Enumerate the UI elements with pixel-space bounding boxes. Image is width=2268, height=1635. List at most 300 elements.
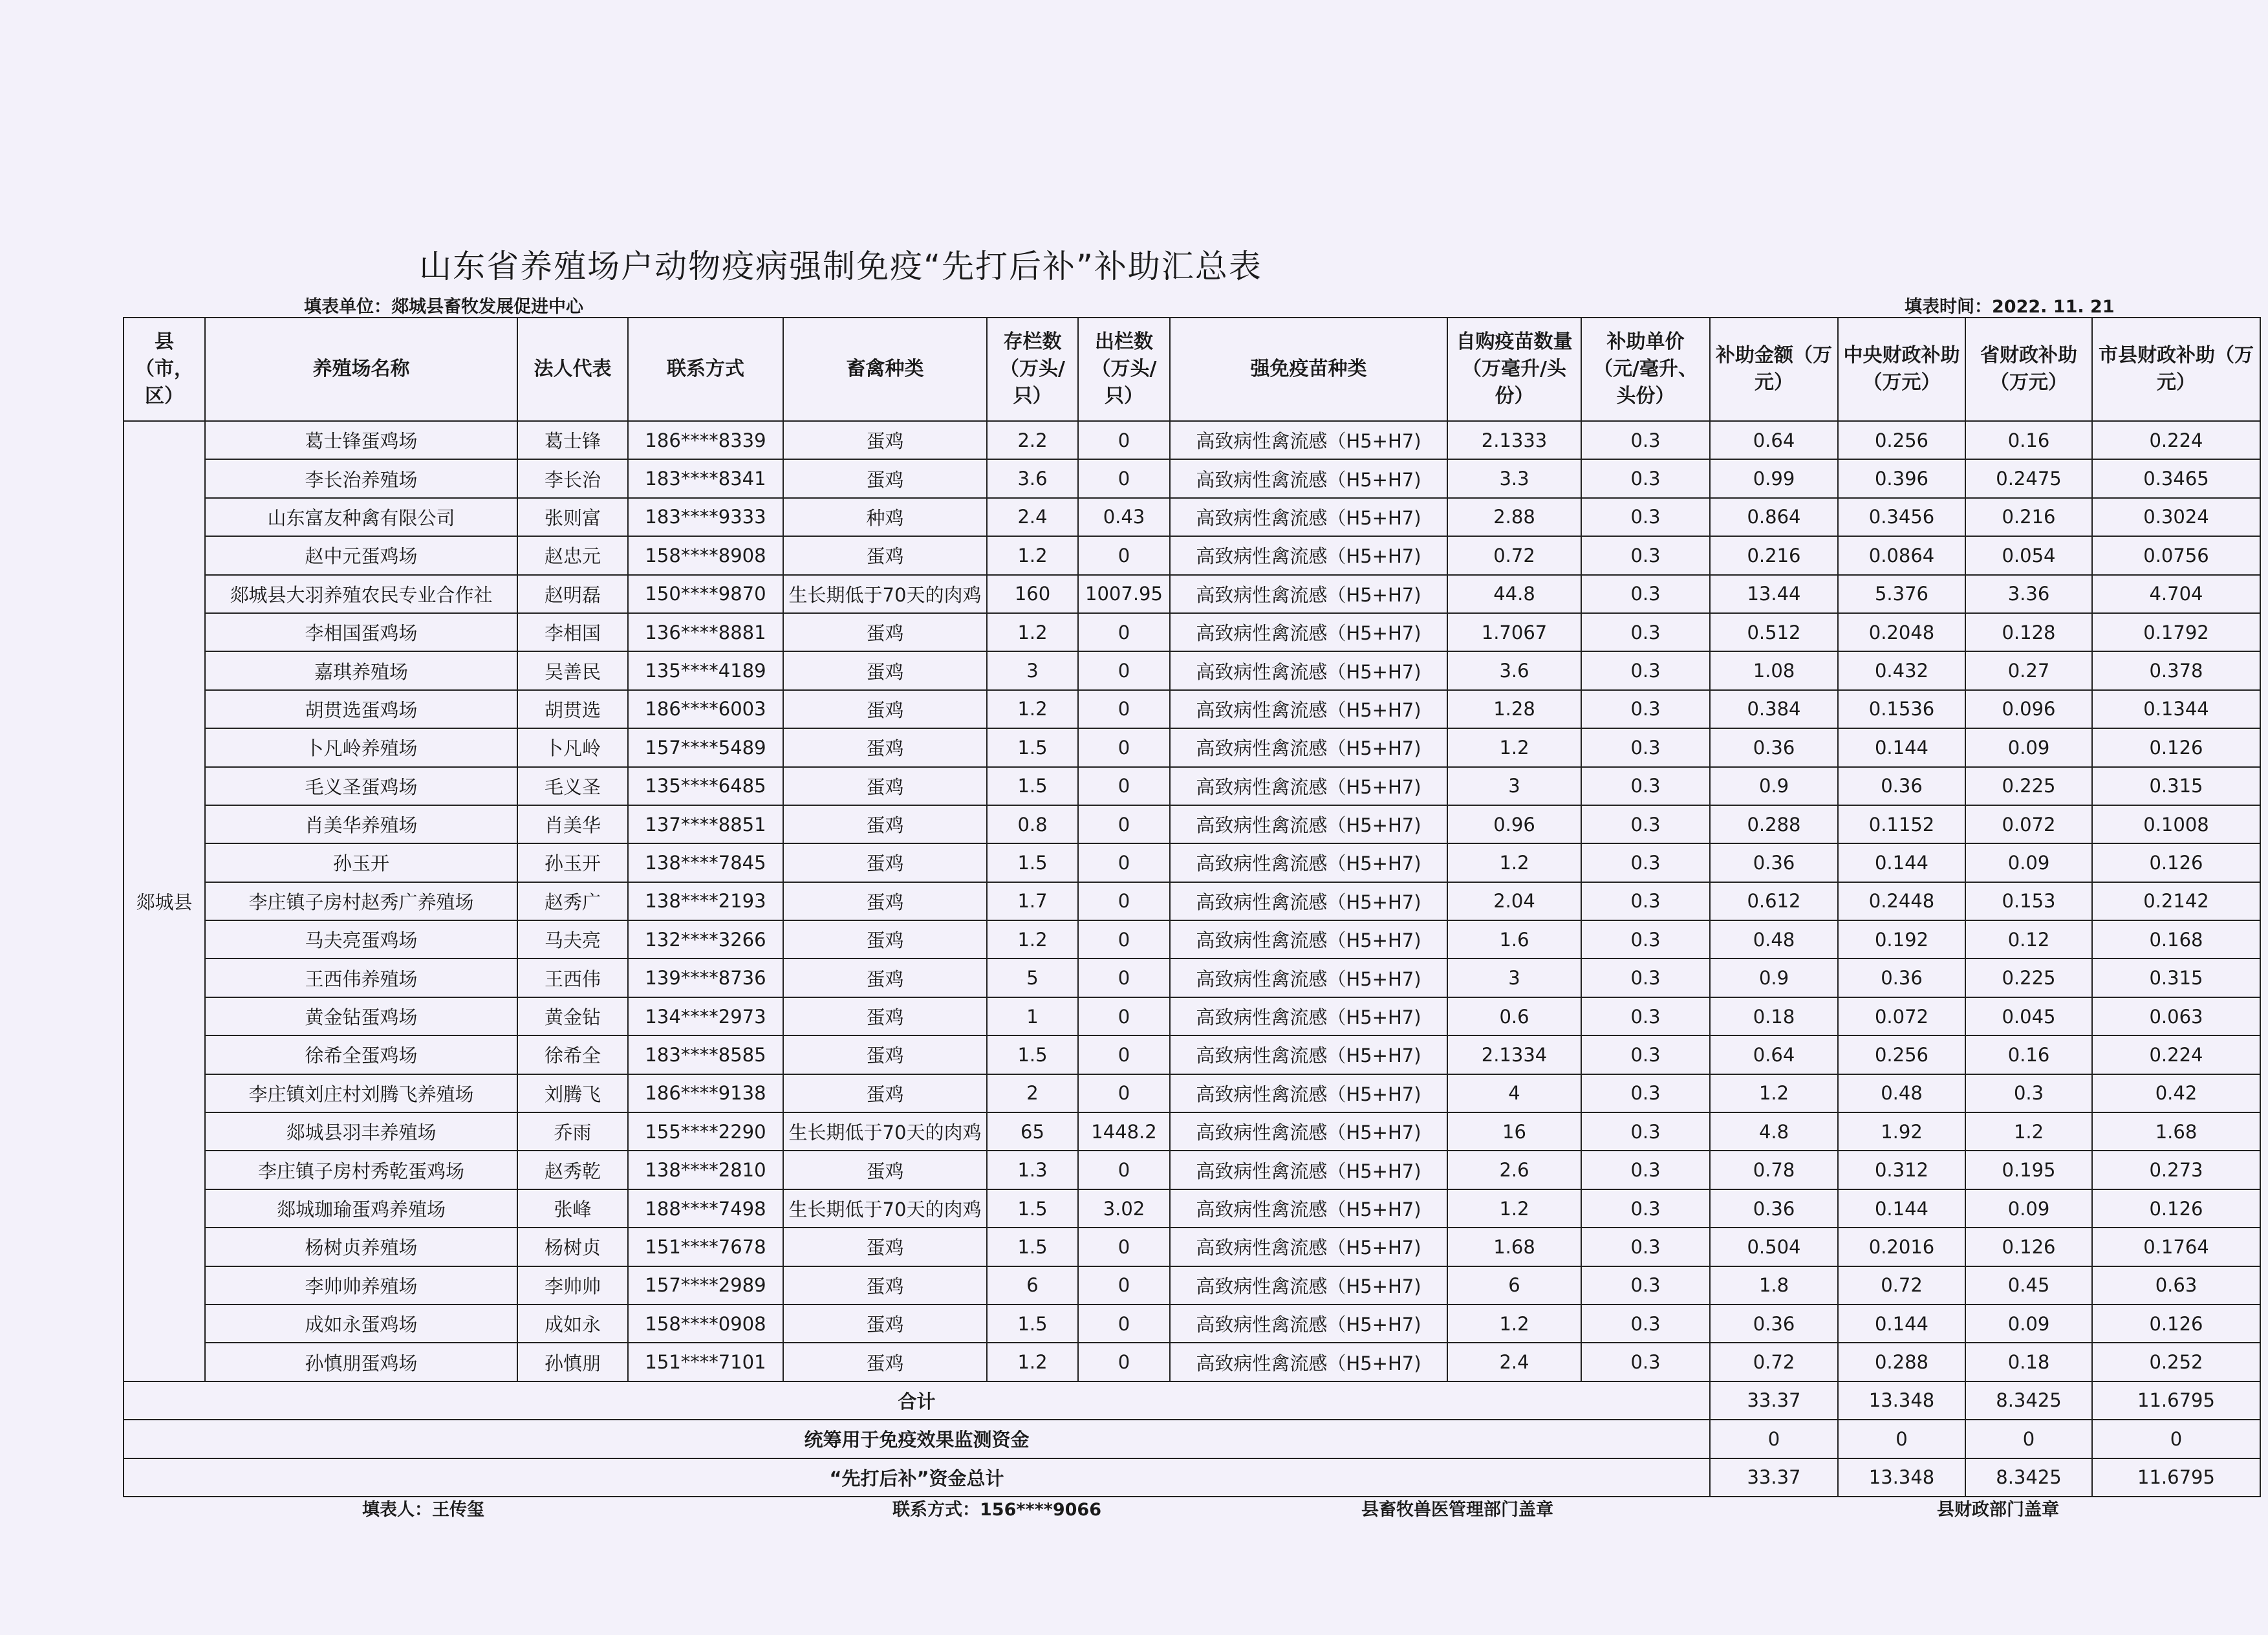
- stock-cell: 1.2: [987, 1343, 1078, 1381]
- city-county-subsidy-cell: 0.3465: [2092, 459, 2260, 497]
- vaccine-type-cell: 高致病性禽流感（H5+H7): [1170, 1035, 1447, 1074]
- output-cell: 3.02: [1078, 1189, 1170, 1228]
- central-subsidy-cell: 5.376: [1838, 575, 1965, 613]
- header-provincial-subsidy: 省财政补助（万元）: [1965, 318, 2092, 421]
- output-cell: 0: [1078, 920, 1170, 958]
- contact-cell: 135****4189: [628, 651, 783, 689]
- farm-name-cell: 成如永蛋鸡场: [205, 1305, 517, 1343]
- unit-price-cell: 0.3: [1581, 805, 1710, 843]
- vaccine-qty-cell: 2.1334: [1447, 1035, 1581, 1074]
- central-subsidy-cell: 0.144: [1838, 728, 1965, 766]
- farm-name-cell: 郯城县大羽养殖农民专业合作社: [205, 575, 517, 613]
- subsidy-amount-cell: 0.64: [1710, 421, 1838, 459]
- legal-rep-cell: 孙玉开: [517, 843, 628, 882]
- legal-rep-cell: 孙慎朋: [517, 1343, 628, 1381]
- header-vaccine-type: 强免疫苗种类: [1170, 318, 1447, 421]
- central-subsidy-cell: 0.36: [1838, 958, 1965, 997]
- species-cell: 蛋鸡: [783, 613, 987, 651]
- header-county: 县（市，区）: [124, 318, 205, 421]
- output-cell: 0: [1078, 1151, 1170, 1189]
- city-county-subsidy-cell: 0.126: [2092, 728, 2260, 766]
- contact-cell: 135****6485: [628, 767, 783, 805]
- total-value-cell: 33.37: [1710, 1458, 1838, 1497]
- provincial-subsidy-cell: 0.09: [1965, 1305, 2092, 1343]
- provincial-subsidy-cell: 0.072: [1965, 805, 2092, 843]
- output-cell: 0: [1078, 459, 1170, 497]
- stock-cell: 1.2: [987, 536, 1078, 574]
- stock-cell: 2.2: [987, 421, 1078, 459]
- farm-name-cell: 卜凡岭养殖场: [205, 728, 517, 766]
- farm-name-cell: 王西伟养殖场: [205, 958, 517, 997]
- unit-price-cell: 0.3: [1581, 690, 1710, 728]
- farm-name-cell: 葛士锋蛋鸡场: [205, 421, 517, 459]
- species-cell: 生长期低于70天的肉鸡: [783, 575, 987, 613]
- table-row: [124, 958, 2260, 997]
- contact-cell: 186****9138: [628, 1074, 783, 1112]
- preparer-contact: 联系方式：156****9066: [892, 1500, 1101, 1520]
- subsidy-amount-cell: 0.48: [1710, 920, 1838, 958]
- provincial-subsidy-cell: 0.12: [1965, 920, 2092, 958]
- central-subsidy-cell: 0.36: [1838, 767, 1965, 805]
- vaccine-type-cell: 高致病性禽流感（H5+H7): [1170, 690, 1447, 728]
- legal-rep-cell: 吴善民: [517, 651, 628, 689]
- provincial-subsidy-cell: 1.2: [1965, 1112, 2092, 1151]
- vaccine-qty-cell: 3.6: [1447, 651, 1581, 689]
- table-row: [124, 1074, 2260, 1112]
- table-row: [124, 613, 2260, 651]
- stock-cell: 1.5: [987, 843, 1078, 882]
- vaccine-qty-cell: 44.8: [1447, 575, 1581, 613]
- table-row: [124, 997, 2260, 1035]
- output-cell: 0: [1078, 1228, 1170, 1266]
- farm-name-cell: 李庄镇刘庄村刘腾飞养殖场: [205, 1074, 517, 1112]
- subsidy-amount-cell: 0.9: [1710, 958, 1838, 997]
- subsidy-amount-cell: 0.99: [1710, 459, 1838, 497]
- city-county-subsidy-cell: 1.68: [2092, 1112, 2260, 1151]
- stock-cell: 3: [987, 651, 1078, 689]
- central-subsidy-cell: 0.192: [1838, 920, 1965, 958]
- subsidy-amount-cell: 0.504: [1710, 1228, 1838, 1266]
- farm-name-cell: 毛义圣蛋鸡场: [205, 767, 517, 805]
- subsidy-summary-table: [123, 317, 2261, 1497]
- city-county-subsidy-cell: 0.273: [2092, 1151, 2260, 1189]
- total-value-cell: 0: [1965, 1420, 2092, 1458]
- species-cell: 蛋鸡: [783, 690, 987, 728]
- vaccine-type-cell: 高致病性禽流感（H5+H7): [1170, 1151, 1447, 1189]
- city-county-subsidy-cell: 0.63: [2092, 1266, 2260, 1305]
- contact-cell: 188****7498: [628, 1189, 783, 1228]
- central-subsidy-cell: 0.2016: [1838, 1228, 1965, 1266]
- table-row: [124, 1189, 2260, 1228]
- species-cell: 蛋鸡: [783, 459, 987, 497]
- central-subsidy-cell: 0.2048: [1838, 613, 1965, 651]
- subsidy-amount-cell: 0.864: [1710, 498, 1838, 536]
- total-row: [124, 1458, 2260, 1497]
- table-row: [124, 575, 2260, 613]
- contact-cell: 157****2989: [628, 1266, 783, 1305]
- vaccine-type-cell: 高致病性禽流感（H5+H7): [1170, 459, 1447, 497]
- provincial-subsidy-cell: 3.36: [1965, 575, 2092, 613]
- provincial-subsidy-cell: 0.126: [1965, 1228, 2092, 1266]
- legal-rep-cell: 张峰: [517, 1189, 628, 1228]
- farm-name-cell: 黄金钻蛋鸡场: [205, 997, 517, 1035]
- total-value-cell: 8.3425: [1965, 1458, 2092, 1497]
- stock-cell: 1.5: [987, 1228, 1078, 1266]
- provincial-subsidy-cell: 0.3: [1965, 1074, 2092, 1112]
- central-subsidy-cell: 0.144: [1838, 1189, 1965, 1228]
- table-row: [124, 459, 2260, 497]
- vaccine-qty-cell: 2.4: [1447, 1343, 1581, 1381]
- output-cell: 0: [1078, 1343, 1170, 1381]
- table-row: [124, 690, 2260, 728]
- vaccine-type-cell: 高致病性禽流感（H5+H7): [1170, 997, 1447, 1035]
- city-county-subsidy-cell: 0.0756: [2092, 536, 2260, 574]
- stock-cell: 1.5: [987, 1189, 1078, 1228]
- provincial-subsidy-cell: 0.054: [1965, 536, 2092, 574]
- species-cell: 蛋鸡: [783, 1228, 987, 1266]
- table-row: [124, 421, 2260, 459]
- species-cell: 蛋鸡: [783, 651, 987, 689]
- subsidy-amount-cell: 0.36: [1710, 1305, 1838, 1343]
- unit-price-cell: 0.3: [1581, 459, 1710, 497]
- subsidy-amount-cell: 0.72: [1710, 1343, 1838, 1381]
- legal-rep-cell: 赵秀广: [517, 882, 628, 920]
- legal-rep-cell: 徐希全: [517, 1035, 628, 1074]
- city-county-subsidy-cell: 0.378: [2092, 651, 2260, 689]
- table-row: [124, 728, 2260, 766]
- species-cell: 蛋鸡: [783, 536, 987, 574]
- table-row: [124, 805, 2260, 843]
- contact-cell: 134****2973: [628, 997, 783, 1035]
- total-value-cell: 8.3425: [1965, 1381, 2092, 1420]
- header-vaccine-qty: 自购疫苗数量（万毫升/头份）: [1447, 318, 1581, 421]
- output-cell: 0: [1078, 613, 1170, 651]
- central-subsidy-cell: 0.432: [1838, 651, 1965, 689]
- total-value-cell: 13.348: [1838, 1458, 1965, 1497]
- contact-cell: 186****8339: [628, 421, 783, 459]
- vaccine-qty-cell: 1.2: [1447, 1189, 1581, 1228]
- vaccine-type-cell: 高致病性禽流感（H5+H7): [1170, 728, 1447, 766]
- farm-name-cell: 山东富友种禽有限公司: [205, 498, 517, 536]
- city-county-subsidy-cell: 0.315: [2092, 958, 2260, 997]
- city-county-subsidy-cell: 0.1792: [2092, 613, 2260, 651]
- vaccine-type-cell: 高致病性禽流感（H5+H7): [1170, 1112, 1447, 1151]
- farm-name-cell: 郯城县羽丰养殖场: [205, 1112, 517, 1151]
- central-subsidy-cell: 1.92: [1838, 1112, 1965, 1151]
- vaccine-type-cell: 高致病性禽流感（H5+H7): [1170, 651, 1447, 689]
- vaccine-type-cell: 高致病性禽流感（H5+H7): [1170, 575, 1447, 613]
- header-output: 出栏数（万头/只）: [1078, 318, 1170, 421]
- farm-name-cell: 徐希全蛋鸡场: [205, 1035, 517, 1074]
- subsidy-amount-cell: 0.384: [1710, 690, 1838, 728]
- legal-rep-cell: 李帅帅: [517, 1266, 628, 1305]
- legal-rep-cell: 乔雨: [517, 1112, 628, 1151]
- table-row: [124, 1305, 2260, 1343]
- output-cell: 0: [1078, 805, 1170, 843]
- contact-cell: 157****5489: [628, 728, 783, 766]
- legal-rep-cell: 赵秀乾: [517, 1151, 628, 1189]
- page-title: 山东省养殖场户动物疫病强制免疫“先打后补”补助汇总表: [419, 248, 1262, 285]
- species-cell: 蛋鸡: [783, 920, 987, 958]
- unit-price-cell: 0.3: [1581, 613, 1710, 651]
- header-stock: 存栏数（万头/只）: [987, 318, 1078, 421]
- output-cell: 1448.2: [1078, 1112, 1170, 1151]
- legal-rep-cell: 王西伟: [517, 958, 628, 997]
- output-cell: 0: [1078, 997, 1170, 1035]
- species-cell: 蛋鸡: [783, 1074, 987, 1112]
- total-label: 统筹用于免疫效果监测资金: [124, 1420, 1710, 1458]
- vaccine-type-cell: 高致病性禽流感（H5+H7): [1170, 920, 1447, 958]
- species-cell: 蛋鸡: [783, 421, 987, 459]
- stock-cell: 1: [987, 997, 1078, 1035]
- vaccine-qty-cell: 3: [1447, 958, 1581, 997]
- city-county-subsidy-cell: 0.1344: [2092, 690, 2260, 728]
- stock-cell: 2: [987, 1074, 1078, 1112]
- output-cell: 1007.95: [1078, 575, 1170, 613]
- vaccine-qty-cell: 1.6: [1447, 920, 1581, 958]
- preparer: 填表人：王传玺: [362, 1500, 484, 1520]
- vaccine-qty-cell: 2.1333: [1447, 421, 1581, 459]
- central-subsidy-cell: 0.72: [1838, 1266, 1965, 1305]
- table-row: [124, 767, 2260, 805]
- city-county-subsidy-cell: 0.1764: [2092, 1228, 2260, 1266]
- species-cell: 生长期低于70天的肉鸡: [783, 1189, 987, 1228]
- farm-name-cell: 嘉琪养殖场: [205, 651, 517, 689]
- species-cell: 蛋鸡: [783, 843, 987, 882]
- provincial-subsidy-cell: 0.216: [1965, 498, 2092, 536]
- contact-cell: 186****6003: [628, 690, 783, 728]
- total-row: [124, 1381, 2260, 1420]
- farm-name-cell: 李长治养殖场: [205, 459, 517, 497]
- city-county-subsidy-cell: 0.168: [2092, 920, 2260, 958]
- legal-rep-cell: 葛士锋: [517, 421, 628, 459]
- output-cell: 0: [1078, 421, 1170, 459]
- vaccine-type-cell: 高致病性禽流感（H5+H7): [1170, 498, 1447, 536]
- legal-rep-cell: 胡贯选: [517, 690, 628, 728]
- central-subsidy-cell: 0.312: [1838, 1151, 1965, 1189]
- vaccine-qty-cell: 1.2: [1447, 728, 1581, 766]
- species-cell: 蛋鸡: [783, 767, 987, 805]
- city-county-subsidy-cell: 0.2142: [2092, 882, 2260, 920]
- species-cell: 种鸡: [783, 498, 987, 536]
- species-cell: 蛋鸡: [783, 997, 987, 1035]
- legal-rep-cell: 黄金钻: [517, 997, 628, 1035]
- unit-price-cell: 0.3: [1581, 997, 1710, 1035]
- provincial-subsidy-cell: 0.2475: [1965, 459, 2092, 497]
- table-row: [124, 1228, 2260, 1266]
- subsidy-amount-cell: 0.36: [1710, 843, 1838, 882]
- vaccine-qty-cell: 2.88: [1447, 498, 1581, 536]
- unit-price-cell: 0.3: [1581, 1074, 1710, 1112]
- vaccine-qty-cell: 1.68: [1447, 1228, 1581, 1266]
- total-value-cell: 33.37: [1710, 1381, 1838, 1420]
- stock-cell: 2.4: [987, 498, 1078, 536]
- provincial-subsidy-cell: 0.45: [1965, 1266, 2092, 1305]
- contact-cell: 183****8341: [628, 459, 783, 497]
- table-row: [124, 1151, 2260, 1189]
- unit-price-cell: 0.3: [1581, 958, 1710, 997]
- provincial-subsidy-cell: 0.195: [1965, 1151, 2092, 1189]
- output-cell: 0: [1078, 843, 1170, 882]
- subsidy-amount-cell: 1.08: [1710, 651, 1838, 689]
- stock-cell: 1.5: [987, 767, 1078, 805]
- city-county-subsidy-cell: 0.224: [2092, 1035, 2260, 1074]
- provincial-subsidy-cell: 0.225: [1965, 767, 2092, 805]
- stock-cell: 1.2: [987, 690, 1078, 728]
- farm-name-cell: 李帅帅养殖场: [205, 1266, 517, 1305]
- vaccine-qty-cell: 0.96: [1447, 805, 1581, 843]
- vaccine-type-cell: 高致病性禽流感（H5+H7): [1170, 882, 1447, 920]
- vaccine-type-cell: 高致病性禽流感（H5+H7): [1170, 767, 1447, 805]
- subsidy-amount-cell: 0.78: [1710, 1151, 1838, 1189]
- header-city-county-subsidy: 市县财政补助（万元）: [2092, 318, 2260, 421]
- contact-cell: 155****2290: [628, 1112, 783, 1151]
- unit-price-cell: 0.3: [1581, 843, 1710, 882]
- stock-cell: 0.8: [987, 805, 1078, 843]
- legal-rep-cell: 马夫亮: [517, 920, 628, 958]
- contact-cell: 158****0908: [628, 1305, 783, 1343]
- vaccine-type-cell: 高致病性禽流感（H5+H7): [1170, 958, 1447, 997]
- city-county-subsidy-cell: 0.3024: [2092, 498, 2260, 536]
- output-cell: 0: [1078, 651, 1170, 689]
- output-cell: 0: [1078, 958, 1170, 997]
- unit-price-cell: 0.3: [1581, 728, 1710, 766]
- header-central-subsidy: 中央财政补助（万元）: [1838, 318, 1965, 421]
- city-county-subsidy-cell: 0.315: [2092, 767, 2260, 805]
- unit-price-cell: 0.3: [1581, 1266, 1710, 1305]
- contact-cell: 138****2810: [628, 1151, 783, 1189]
- provincial-subsidy-cell: 0.09: [1965, 1189, 2092, 1228]
- central-subsidy-cell: 0.1536: [1838, 690, 1965, 728]
- species-cell: 蛋鸡: [783, 1343, 987, 1381]
- filing-unit: 填表单位：郯城县畜牧发展促进中心: [304, 297, 583, 317]
- contact-cell: 138****2193: [628, 882, 783, 920]
- unit-price-cell: 0.3: [1581, 1189, 1710, 1228]
- unit-price-cell: 0.3: [1581, 651, 1710, 689]
- farm-name-cell: 李庄镇子房村赵秀广养殖场: [205, 882, 517, 920]
- city-county-subsidy-cell: 0.1008: [2092, 805, 2260, 843]
- total-value-cell: 11.6795: [2092, 1381, 2260, 1420]
- central-subsidy-cell: 0.072: [1838, 997, 1965, 1035]
- species-cell: 蛋鸡: [783, 728, 987, 766]
- species-cell: 蛋鸡: [783, 1305, 987, 1343]
- contact-cell: 151****7678: [628, 1228, 783, 1266]
- species-cell: 蛋鸡: [783, 1035, 987, 1074]
- farm-name-cell: 杨树贞养殖场: [205, 1228, 517, 1266]
- vaccine-type-cell: 高致病性禽流感（H5+H7): [1170, 421, 1447, 459]
- city-county-subsidy-cell: 0.224: [2092, 421, 2260, 459]
- stock-cell: 1.3: [987, 1151, 1078, 1189]
- table-row: [124, 536, 2260, 574]
- subsidy-amount-cell: 13.44: [1710, 575, 1838, 613]
- central-subsidy-cell: 0.288: [1838, 1343, 1965, 1381]
- provincial-subsidy-cell: 0.045: [1965, 997, 2092, 1035]
- provincial-subsidy-cell: 0.225: [1965, 958, 2092, 997]
- header-species: 畜禽种类: [783, 318, 987, 421]
- table-row: [124, 1266, 2260, 1305]
- vaccine-type-cell: 高致病性禽流感（H5+H7): [1170, 1189, 1447, 1228]
- header-legal-rep: 法人代表: [517, 318, 628, 421]
- legal-rep-cell: 张则富: [517, 498, 628, 536]
- provincial-subsidy-cell: 0.16: [1965, 1035, 2092, 1074]
- vaccine-type-cell: 高致病性禽流感（H5+H7): [1170, 1266, 1447, 1305]
- subsidy-amount-cell: 0.18: [1710, 997, 1838, 1035]
- header-unit-price: 补助单价（元/毫升、头份）: [1581, 318, 1710, 421]
- subsidy-amount-cell: 0.612: [1710, 882, 1838, 920]
- contact-cell: 183****8585: [628, 1035, 783, 1074]
- central-subsidy-cell: 0.48: [1838, 1074, 1965, 1112]
- subsidy-amount-cell: 0.216: [1710, 536, 1838, 574]
- city-county-subsidy-cell: 0.126: [2092, 1189, 2260, 1228]
- vaccine-qty-cell: 2.6: [1447, 1151, 1581, 1189]
- unit-price-cell: 0.3: [1581, 1035, 1710, 1074]
- livestock-dept-seal-label: 县畜牧兽医管理部门盖章: [1361, 1500, 1553, 1520]
- legal-rep-cell: 杨树贞: [517, 1228, 628, 1266]
- central-subsidy-cell: 0.1152: [1838, 805, 1965, 843]
- output-cell: 0: [1078, 1266, 1170, 1305]
- table-row: [124, 498, 2260, 536]
- unit-price-cell: 0.3: [1581, 920, 1710, 958]
- table-row: [124, 843, 2260, 882]
- vaccine-qty-cell: 3.3: [1447, 459, 1581, 497]
- table-row: [124, 1343, 2260, 1381]
- output-cell: 0: [1078, 882, 1170, 920]
- central-subsidy-cell: 0.2448: [1838, 882, 1965, 920]
- legal-rep-cell: 赵忠元: [517, 536, 628, 574]
- subsidy-amount-cell: 0.36: [1710, 728, 1838, 766]
- species-cell: 蛋鸡: [783, 805, 987, 843]
- finance-dept-seal-label: 县财政部门盖章: [1937, 1500, 2059, 1520]
- stock-cell: 65: [987, 1112, 1078, 1151]
- stock-cell: 1.7: [987, 882, 1078, 920]
- unit-price-cell: 0.3: [1581, 1228, 1710, 1266]
- provincial-subsidy-cell: 0.153: [1965, 882, 2092, 920]
- contact-cell: 137****8851: [628, 805, 783, 843]
- stock-cell: 1.5: [987, 1305, 1078, 1343]
- city-county-subsidy-cell: 0.063: [2092, 997, 2260, 1035]
- central-subsidy-cell: 0.144: [1838, 843, 1965, 882]
- output-cell: 0: [1078, 728, 1170, 766]
- unit-price-cell: 0.3: [1581, 1151, 1710, 1189]
- central-subsidy-cell: 0.144: [1838, 1305, 1965, 1343]
- stock-cell: 1.5: [987, 728, 1078, 766]
- farm-name-cell: 李相国蛋鸡场: [205, 613, 517, 651]
- vaccine-qty-cell: 1.2: [1447, 843, 1581, 882]
- legal-rep-cell: 成如永: [517, 1305, 628, 1343]
- city-county-subsidy-cell: 0.126: [2092, 843, 2260, 882]
- contact-cell: 151****7101: [628, 1343, 783, 1381]
- farm-name-cell: 郯城珈瑜蛋鸡养殖场: [205, 1189, 517, 1228]
- species-cell: 蛋鸡: [783, 882, 987, 920]
- subsidy-amount-cell: 1.8: [1710, 1266, 1838, 1305]
- central-subsidy-cell: 0.256: [1838, 421, 1965, 459]
- subsidy-amount-cell: 4.8: [1710, 1112, 1838, 1151]
- vaccine-qty-cell: 16: [1447, 1112, 1581, 1151]
- stock-cell: 6: [987, 1266, 1078, 1305]
- farm-name-cell: 孙慎朋蛋鸡场: [205, 1343, 517, 1381]
- total-value-cell: 11.6795: [2092, 1458, 2260, 1497]
- vaccine-qty-cell: 4: [1447, 1074, 1581, 1112]
- output-cell: 0: [1078, 1035, 1170, 1074]
- contact-cell: 158****8908: [628, 536, 783, 574]
- total-label: 合计: [124, 1381, 1710, 1420]
- stock-cell: 1.5: [987, 1035, 1078, 1074]
- vaccine-qty-cell: 0.72: [1447, 536, 1581, 574]
- species-cell: 蛋鸡: [783, 1151, 987, 1189]
- provincial-subsidy-cell: 0.18: [1965, 1343, 2092, 1381]
- city-county-subsidy-cell: 0.252: [2092, 1343, 2260, 1381]
- vaccine-qty-cell: 1.28: [1447, 690, 1581, 728]
